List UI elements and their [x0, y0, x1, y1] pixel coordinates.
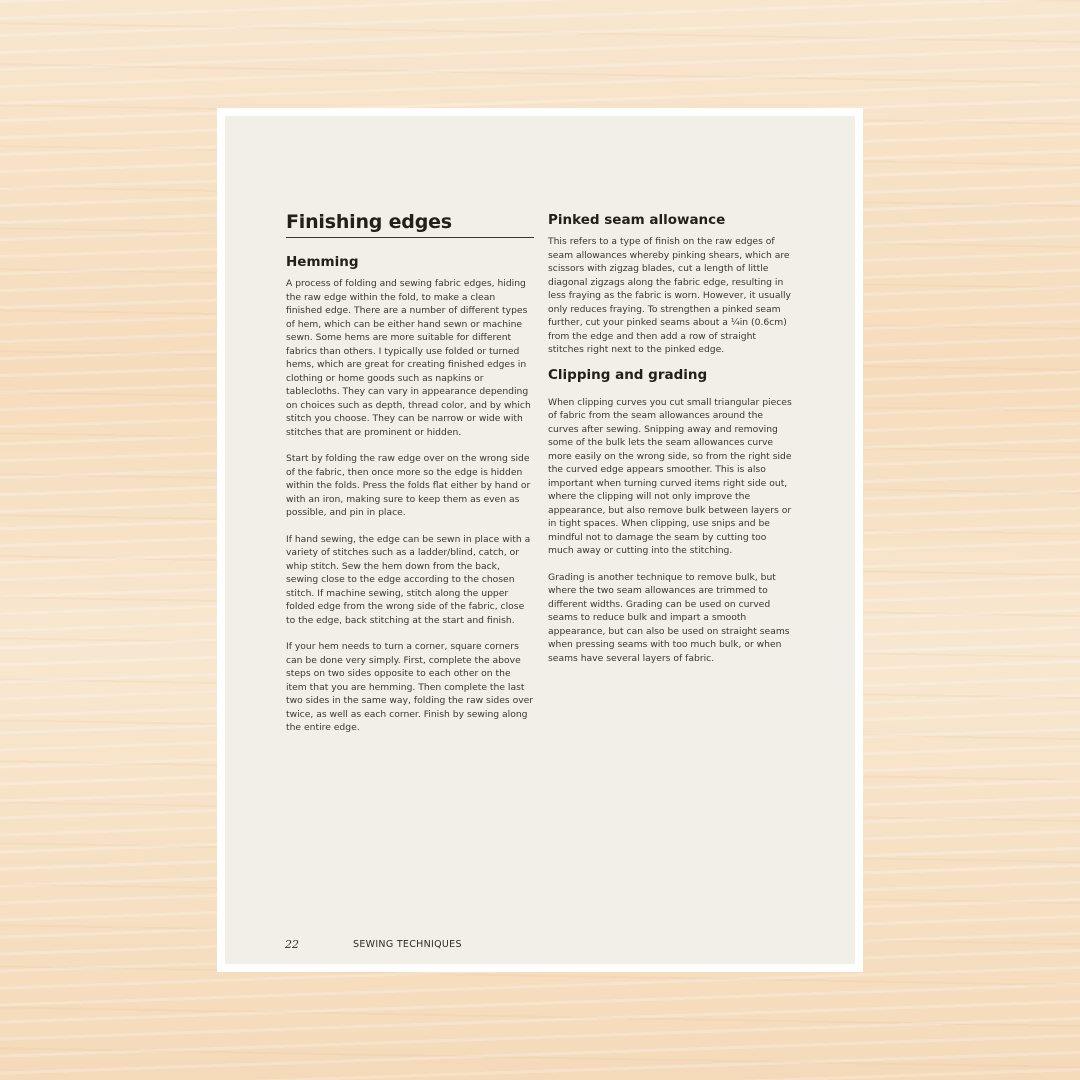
section-heading-clipping-grading: Clipping and grading [548, 366, 708, 383]
photo-frame [217, 108, 863, 972]
page-title: Finishing edges [286, 211, 534, 238]
hemming-paragraph-1: A process of folding and sewing fabric edges, hiding the raw edge within the fold, to make a clean finished edge. There are a number of different types of hem, which can be either hand sewn or machine sewn. Some hems are more suitable for different fabrics than others. I typically use folded or turned hems, which are great for creating finished edges in clothing or home goods such as napkins or tablecloths. They can vary in appearance depending on choices such as depth, thread color, and by which stitch you choose. They can be narrow or wide with stitches that are prominent or hidden. [286, 278, 531, 438]
book-page [225, 116, 855, 964]
page-number: 22 [285, 938, 299, 951]
hemming-paragraph-3: If hand sewing, the edge can be sewn in place with a variety of stitches such as a ladder/blind, catch, or whip stitch. Sew the hem down from the back, sewing close to the edge according to the chosen stitch. If machine sewing, stitch along the upper folded edge from the wrong side of the fabric, close to the edge, back stitching at the start and finish. [286, 533, 531, 626]
hemming-paragraph-2: Start by folding the raw edge over on the wrong side of the fabric, then once more so the edge is hidden within the folds. Press the folds flat either by hand or with an iron, making sure to keep them as even as possible, and pin in place. [286, 453, 531, 518]
section-heading-hemming: Hemming [286, 254, 359, 270]
pinked-seam-paragraph: This refers to a type of finish on the raw edges of seam allowances whereby pinking shears, which are scissors with zigzag blades, cut a length of little diagonal zigzags along the fabric edge, resulting in less fraying as the fabric is worn. However, it usually only reduces fraying. To strengthen a pinked seam further, cut your pinked seams about a ¼in (0.6cm) from the edge and then add a row of straight stitches right next to the pinked edge. [548, 236, 791, 355]
left-column [286, 211, 534, 735]
clipping-paragraph: When clipping curves you cut small triangular pieces of fabric from the seam allowances around the curves after sewing. Snipping away and removing some of the bulk lets the seam allowances curve more easily on the wrong side, so from the right side the curved edge appears smoother. This is also important when turning curved items right side out, where the clipping will not only improve the appearance, but also remove bulk between layers or in tight spaces. When clipping, use snips and be mindful not to damage the seam by cutting too much away or cutting into the stitching. [548, 396, 792, 556]
section-heading-pinked-seam: Pinked seam allowance [548, 212, 726, 228]
page-footer [285, 938, 462, 951]
right-column [548, 212, 794, 665]
running-head: SEWING TECHNIQUES [353, 939, 462, 950]
grading-paragraph: Grading is another technique to remove bulk, but where the two seam allowances are trimmed to different widths. Grading can be used on curved seams to reduce bulk and impart a smooth appearance, but can also be used on straight seams when pressing seams with too much bulk, or when seams have several layers of fabric. [548, 571, 790, 664]
hemming-paragraph-4: If your hem needs to turn a corner, square corners can be done very simply. First, complete the above steps on two sides opposite to each other on the item that you are hemming. Then complete the last two sides in the same way, folding the raw sides over twice, as well as each corner. Finish by sewing along the entire edge. [286, 641, 534, 733]
